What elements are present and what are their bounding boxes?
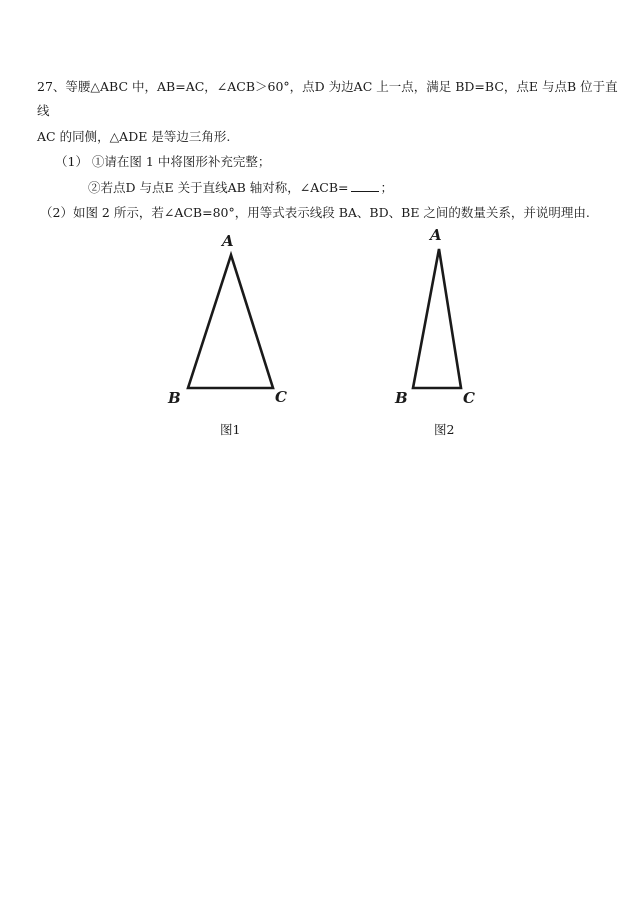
problem-line-1-wrap: 线	[37, 103, 50, 118]
figure-2-caption: 图2	[434, 422, 455, 437]
vertex-b-label: B	[168, 389, 181, 407]
vertex-b-label: B	[395, 389, 408, 407]
vertex-c-label: C	[463, 389, 475, 407]
vertex-c-label: C	[275, 388, 287, 406]
part1-b	[88, 179, 393, 196]
figure-1-triangle	[160, 228, 300, 413]
part2: （2）如图 2 所示，若∠ACB=80°，用等式表示线段 BA、BD、BE 之间的数量关系，并说明理由.	[40, 205, 590, 220]
part1-b-prefix: ②若点D 与点E 关于直线AB 轴对称，∠ACB=	[88, 180, 349, 195]
figure-1-caption: 图1	[220, 422, 241, 437]
triangle-abc-2	[413, 249, 461, 388]
problem-line-1: 27、等腰△ABC 中，AB=AC，∠ACB＞60°，点D 为边AC 上一点，满足 BD=BC，点E 与点B 位于直	[37, 79, 618, 94]
vertex-a-label: A	[222, 232, 234, 250]
triangle-abc-1	[188, 255, 273, 388]
part1-b-suffix: ；	[380, 180, 394, 195]
vertex-a-label: A	[430, 226, 442, 244]
answer-blank	[351, 179, 379, 192]
part1-a: （1） ①请在图 1 中将图形补充完整；	[55, 154, 271, 169]
figure-2-triangle	[385, 220, 485, 413]
problem-line-2: AC 的同侧，△ADE 是等边三角形.	[37, 129, 231, 144]
